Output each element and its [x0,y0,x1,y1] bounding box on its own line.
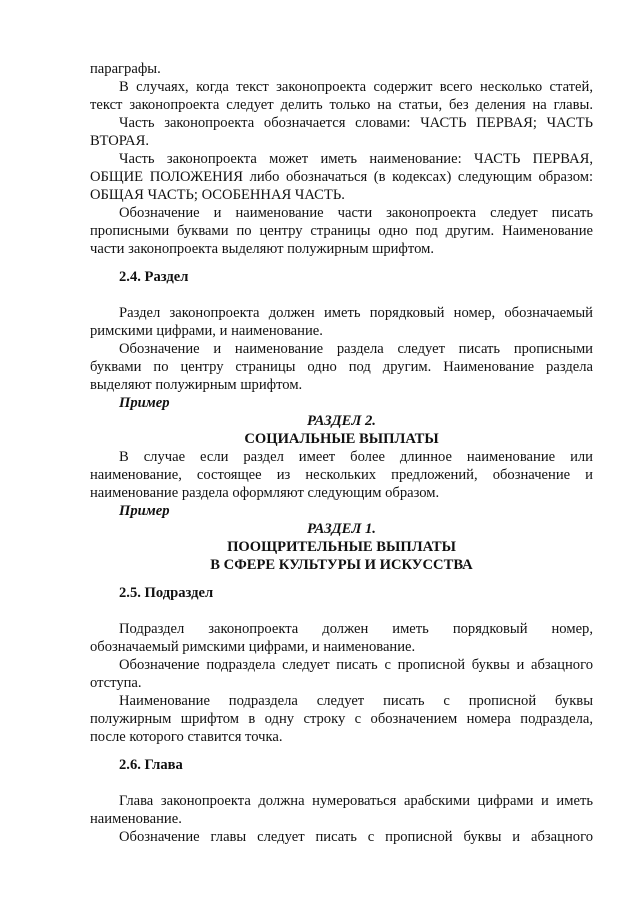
example-heading: РАЗДЕЛ 2. [307,413,376,429]
text-line: Раздел законопроекта должен иметь порядковый номер, обозначаемый [119,305,593,321]
text-line: Глава законопроекта должна нумероваться арабскими цифрами и иметь [119,793,593,809]
text-line: прописными буквами по центру страницы одно под другим. Наименование [90,223,593,239]
section-heading: 2.5. Подраздел [119,585,214,601]
text-line: параграфы. [90,61,161,77]
text-line: ОБЩИЕ ПОЛОЖЕНИЯ либо обозначаться (в кодексах) следующим образом: [90,169,593,185]
text-line: наименование, состоящее из нескольких предложений, обозначение и [90,467,593,483]
text-line: ОБЩАЯ ЧАСТЬ; ОСОБЕННАЯ ЧАСТЬ. [90,187,345,203]
text-line: наименование. [90,811,182,827]
text-line: части законопроекта выделяют полужирным шрифтом. [90,241,434,257]
text-line: Подраздел законопроекта должен иметь порядковый номер, [119,621,593,637]
text-line: обозначаемый римскими цифрами, и наименование. [90,639,416,655]
text-line: ВТОРАЯ. [90,133,149,149]
example-label: Пример [119,395,170,411]
text-line: римскими цифрами, и наименование. [90,323,323,339]
example-heading: ПООЩРИТЕЛЬНЫЕ ВЫПЛАТЫ [227,539,456,555]
example-label: Пример [119,503,170,519]
text-line: после которого ставится точка. [90,729,283,745]
text-line: Обозначение подраздела следует писать с прописной буквы и абзацного [119,657,593,673]
text-line: В случаях, когда текст законопроекта содержит всего несколько статей, [119,79,593,95]
example-heading: РАЗДЕЛ 1. [307,521,376,537]
text-line: Обозначение главы следует писать с прописной буквы и абзацного [119,829,593,845]
section-heading: 2.6. Глава [119,757,183,773]
text-line: полужирным шрифтом в одну строку с обозначением номера подраздела, [90,711,593,727]
text-line: буквами по центру страницы одно под другим. Наименование раздела [90,359,593,375]
text-line: В случае если раздел имеет более длинное наименование или [119,449,593,465]
text-line: Наименование подраздела следует писать с прописной буквы [119,693,593,709]
text-line: Часть законопроекта обозначается словами: ЧАСТЬ ПЕРВАЯ; ЧАСТЬ [119,115,593,131]
example-heading: СОЦИАЛЬНЫЕ ВЫПЛАТЫ [244,431,439,447]
section-heading: 2.4. Раздел [119,269,189,285]
text-line: Обозначение и наименование раздела следует писать прописными [119,341,593,357]
text-line: Часть законопроекта может иметь наименование: ЧАСТЬ ПЕРВАЯ, [119,151,593,167]
example-heading: В СФЕРЕ КУЛЬТУРЫ И ИСКУССТВА [210,557,473,573]
text-line: наименование раздела оформляют следующим образом. [90,485,440,501]
text-line: текст законопроекта следует делить только на статьи, без деления на главы. [90,97,593,113]
text-line: отступа. [90,675,142,691]
text-line: Обозначение и наименование части законопроекта следует писать [119,205,593,221]
text-line: выделяют полужирным шрифтом. [90,377,303,393]
